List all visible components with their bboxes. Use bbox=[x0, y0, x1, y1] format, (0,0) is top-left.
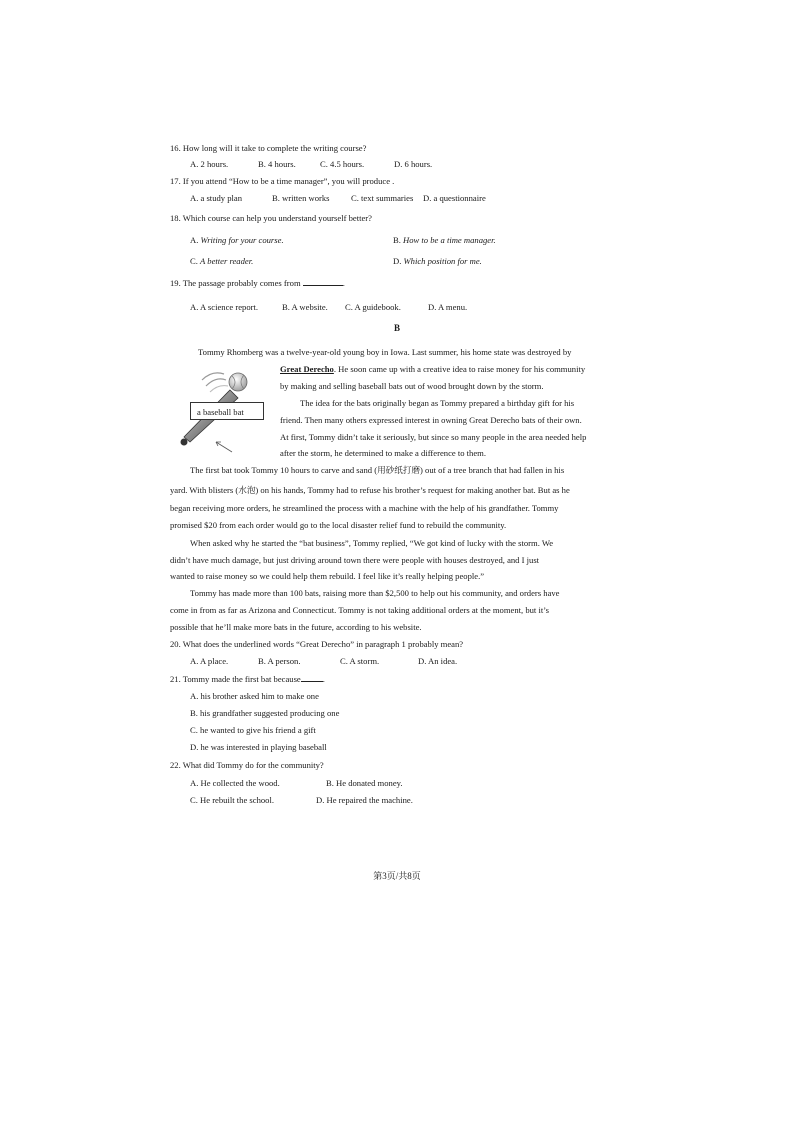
answer-blank bbox=[303, 277, 343, 286]
q18-option-d: D. Which position for me. bbox=[393, 256, 482, 266]
q21-option-d: D. he was interested in playing baseball bbox=[190, 742, 327, 752]
q21-option-b: B. his grandfather suggested producing one bbox=[190, 708, 340, 718]
passage-p2-line2: friend. Then many others expressed interest in owning Great Derecho bats of their own. bbox=[280, 415, 582, 425]
question-20: 20. What does the underlined words “Great Derecho” in paragraph 1 probably mean? bbox=[170, 639, 464, 649]
underlined-term: Great Derecho bbox=[280, 364, 334, 374]
passage-p3-line2: yard. With blisters (水泡) on his hands, Tommy had to refuse his brother’s request for making another bat. But as he bbox=[170, 485, 570, 495]
q22-option-a: A. He collected the wood. bbox=[190, 778, 280, 788]
q20-option-d: D. An idea. bbox=[418, 656, 458, 666]
passage-p3-line4: promised $20 from each order would go to the local disaster relief fund to rebuild the community. bbox=[170, 520, 507, 530]
section-heading: B bbox=[393, 323, 400, 333]
passage-p2-line3: At first, Tommy didn’t take it seriously, but since so many people in the area needed help bbox=[280, 432, 587, 442]
q21-option-c: C. he wanted to give his friend a gift bbox=[190, 725, 316, 735]
question-16: 16. How long will it take to complete the writing course? bbox=[170, 143, 367, 153]
q19-option-a: A. A science report. bbox=[190, 302, 259, 312]
answer-blank bbox=[301, 673, 323, 682]
passage-p5-line2: come in from as far as Arizona and Connecticut. Tommy is not taking additional orders at the moment, but it’s bbox=[170, 605, 549, 615]
q19-option-b: B. A website. bbox=[282, 302, 328, 312]
q16-option-b: B. 4 hours. bbox=[258, 159, 296, 169]
q16-option-c: C. 4.5 hours. bbox=[320, 159, 365, 169]
question-18: 18. Which course can help you understand yourself better? bbox=[170, 213, 372, 223]
q17-option-b: B. written works bbox=[272, 193, 330, 203]
q22-option-d: D. He repaired the machine. bbox=[316, 795, 413, 805]
q21-option-a: A. his brother asked him to make one bbox=[190, 691, 319, 701]
passage-p2-line1: The idea for the bats originally began as Tommy prepared a birthday gift for his bbox=[300, 398, 575, 408]
q20-option-a: A. A place. bbox=[190, 656, 229, 666]
q20-option-b: B. A person. bbox=[258, 656, 301, 666]
passage-p5-line1: Tommy has made more than 100 bats, raising more than $2,500 to help out his community, and orders have bbox=[190, 588, 560, 598]
passage-p4-line1: When asked why he started the “bat business”, Tommy replied, “We got kind of lucky with the storm. We bbox=[190, 538, 554, 548]
question-22: 22. What did Tommy do for the community? bbox=[170, 760, 324, 770]
passage-p1-line1: Tommy Rhomberg was a twelve-year-old young boy in Iowa. Last summer, his home state was destroyed by bbox=[198, 347, 572, 357]
image-label-box: a baseball bat bbox=[190, 402, 264, 420]
page-number: 第3页/共8页 bbox=[373, 871, 421, 881]
question-17: 17. If you attend “How to be a time manager”, you will produce . bbox=[170, 176, 395, 186]
passage-p3-line1: The first bat took Tommy 10 hours to carve and sand (用砂纸打磨) out of a tree branch that had fallen in his bbox=[190, 465, 565, 475]
q18-option-c: C. A better reader. bbox=[190, 256, 254, 266]
question-21: 21. Tommy made the first bat because . bbox=[170, 674, 325, 684]
passage-p1-line2: Great Derecho. He soon came up with a creative idea to raise money for his community bbox=[280, 364, 586, 374]
q18-option-b: B. How to be a time manager. bbox=[393, 235, 496, 245]
q16-option-d: D. 6 hours. bbox=[394, 159, 433, 169]
question-19: 19. The passage probably comes from . bbox=[170, 278, 345, 288]
q19-option-d: D. A menu. bbox=[428, 302, 468, 312]
passage-p2-line4: after the storm, he determined to make a difference to them. bbox=[280, 448, 487, 458]
passage-p4-line3: wanted to raise money so we could help them rebuild. I feel like it’s really helping people.” bbox=[170, 571, 485, 581]
q18-option-a: A. Writing for your course. bbox=[190, 235, 284, 245]
q19-option-c: C. A guidebook. bbox=[345, 302, 401, 312]
q20-option-c: C. A storm. bbox=[340, 656, 380, 666]
passage-p4-line2: didn’t have much damage, but just driving around town there were people with houses destroyed, and I just bbox=[170, 555, 540, 565]
q17-option-a: A. a study plan bbox=[190, 193, 243, 203]
q22-option-b: B. He donated money. bbox=[326, 778, 403, 788]
passage-p3-line3: began receiving more orders, he streamlined the process with a machine with the help of his grandfather. Tommy bbox=[170, 503, 559, 513]
q22-option-c: C. He rebuilt the school. bbox=[190, 795, 275, 805]
passage-p5-line3: possible that he’ll make more bats in the future, according to his website. bbox=[170, 622, 422, 632]
q17-option-c: C. text summaries bbox=[351, 193, 414, 203]
passage-p1-line3: by making and selling baseball bats out of wood brought down by the storm. bbox=[280, 381, 544, 391]
q17-option-d: D. a questionnaire bbox=[423, 193, 486, 203]
q16-option-a: A. 2 hours. bbox=[190, 159, 229, 169]
